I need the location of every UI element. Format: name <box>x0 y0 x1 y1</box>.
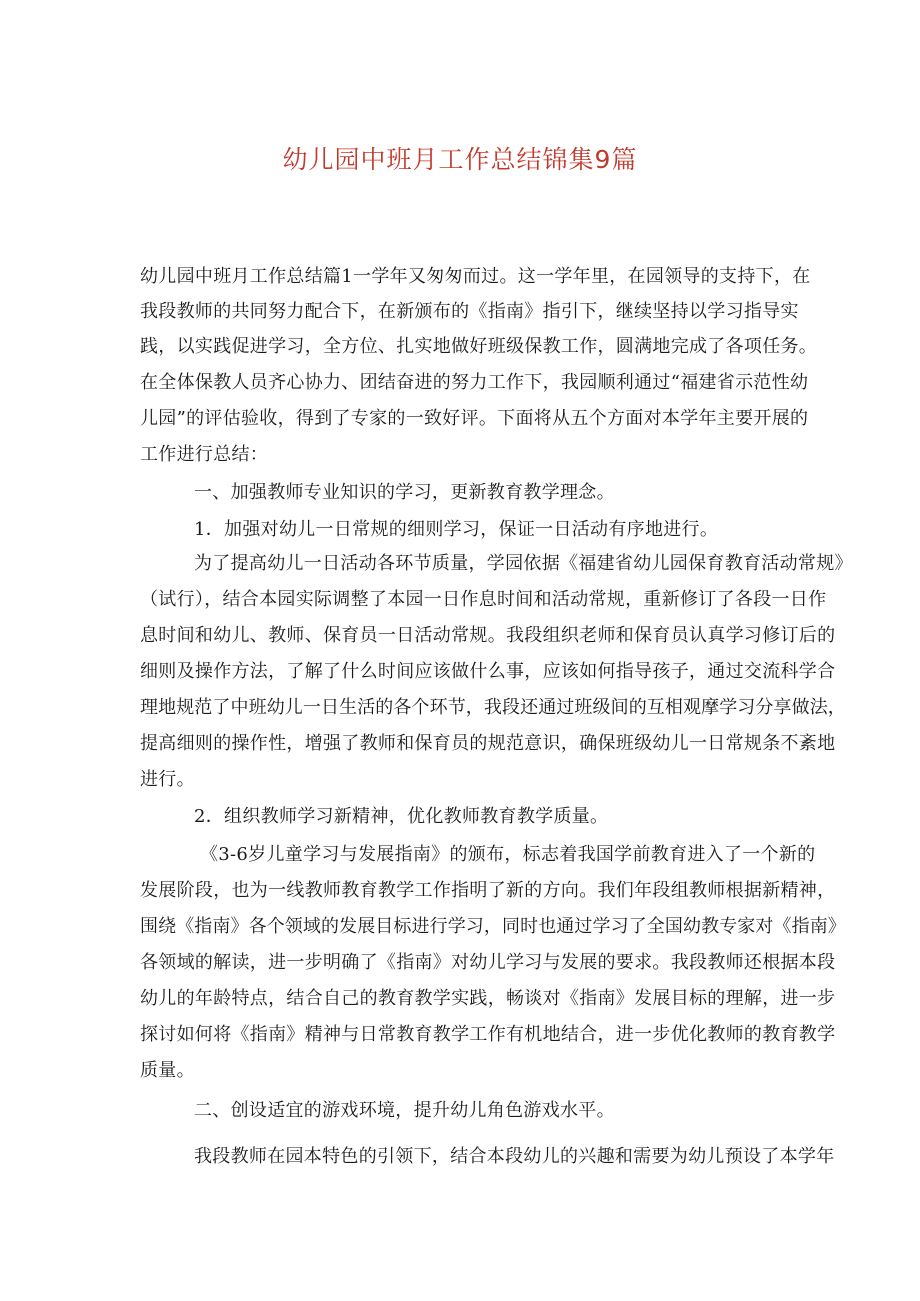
paragraph-line: 工作进行总结： <box>140 444 269 465</box>
paragraph-line: 儿园”的评估验收，得到了专家的一致好评。下面将从五个方面对本学年主要开展的 <box>140 408 809 429</box>
paragraph-line: 质量。 <box>140 1060 195 1081</box>
paragraph-line: 践，以实践促进学习，全方位、扎实地做好班级保教工作，圆满地完成了各项任务。 <box>140 336 818 357</box>
paragraph-line: 我段教师的共同努力配合下，在新颁布的《指南》指引下，继续坚持以学习指导实 <box>140 301 799 322</box>
paragraph-line: 细则及操作方法，了解了什么时间应该做什么事，应该如何指导孩子，通过交流科学合 <box>140 661 836 682</box>
paragraph-line: 探讨如何将《指南》精神与日常教育教学工作有机地结合，进一步优化教师的教育教学 <box>140 1024 836 1045</box>
paragraph-line: 提高细则的操作性，增强了教师和保育员的规范意识，确保班级幼儿一日常规条不紊地 <box>140 733 836 754</box>
subsection-heading: 1．加强对幼儿一日常规的细则学习，保证一日活动有序地进行。 <box>194 519 719 540</box>
section-heading: 二、创设适宜的游戏环境，提升幼儿角色游戏水平。 <box>194 1100 615 1121</box>
paragraph-line: 为了提高幼儿一日活动各环节质量，学园依据《福建省幼儿园保育教育活动常规》 <box>194 553 853 574</box>
section-heading: 一、加强教师专业知识的学习，更新教育教学理念。 <box>194 482 615 503</box>
paragraph-line: 进行。 <box>140 769 195 790</box>
paragraph-line: 幼儿的年龄特点，结合自己的教育教学实践，畅谈对《指南》发展目标的理解，进一步 <box>140 988 836 1009</box>
paragraph-line: （试行），结合本园实际调整了本园一日作息时间和活动常规，重新修订了各段一日作 <box>140 589 827 610</box>
paragraph-line: 围绕《指南》各个领域的发展目标进行学习，同时也通过学习了全国幼教专家对《指南》 <box>140 916 846 937</box>
paragraph-line: 我段教师在园本特色的引领下，结合本段幼儿的兴趣和需要为幼儿预设了本学年 <box>194 1146 835 1167</box>
document-title: 幼儿园中班月工作总结锦集9篇 <box>282 145 638 174</box>
paragraph-line: 《3-6岁儿童学习与发展指南》的颁布，标志着我国学前教育进入了一个新的 <box>200 844 816 865</box>
paragraph-line: 各领域的解读，进一步明确了《指南》对幼儿学习与发展的要求。我段教师还根据本段 <box>140 952 836 973</box>
subsection-heading: 2．组织教师学习新精神，优化教师教育教学质量。 <box>194 806 609 827</box>
paragraph-line: 在全体保教人员齐心协力、团结奋进的努力工作下，我园顺利通过“福建省示范性幼 <box>140 372 809 393</box>
paragraph-line: 息时间和幼儿、教师、保育员一日活动常规。我段组织老师和保育员认真学习修订后的 <box>140 625 836 646</box>
paragraph-line: 理地规范了中班幼儿一日生活的各个环节，我段还通过班级间的互相观摩学习分享做法， <box>140 697 846 718</box>
paragraph-line: 发展阶段，也为一线教师教育教学工作指明了新的方向。我们年段组教师根据新精神， <box>140 880 836 901</box>
paragraph-line: 幼儿园中班月工作总结篇1一学年又匆匆而过。这一学年里，在园领导的支持下，在 <box>140 266 811 287</box>
